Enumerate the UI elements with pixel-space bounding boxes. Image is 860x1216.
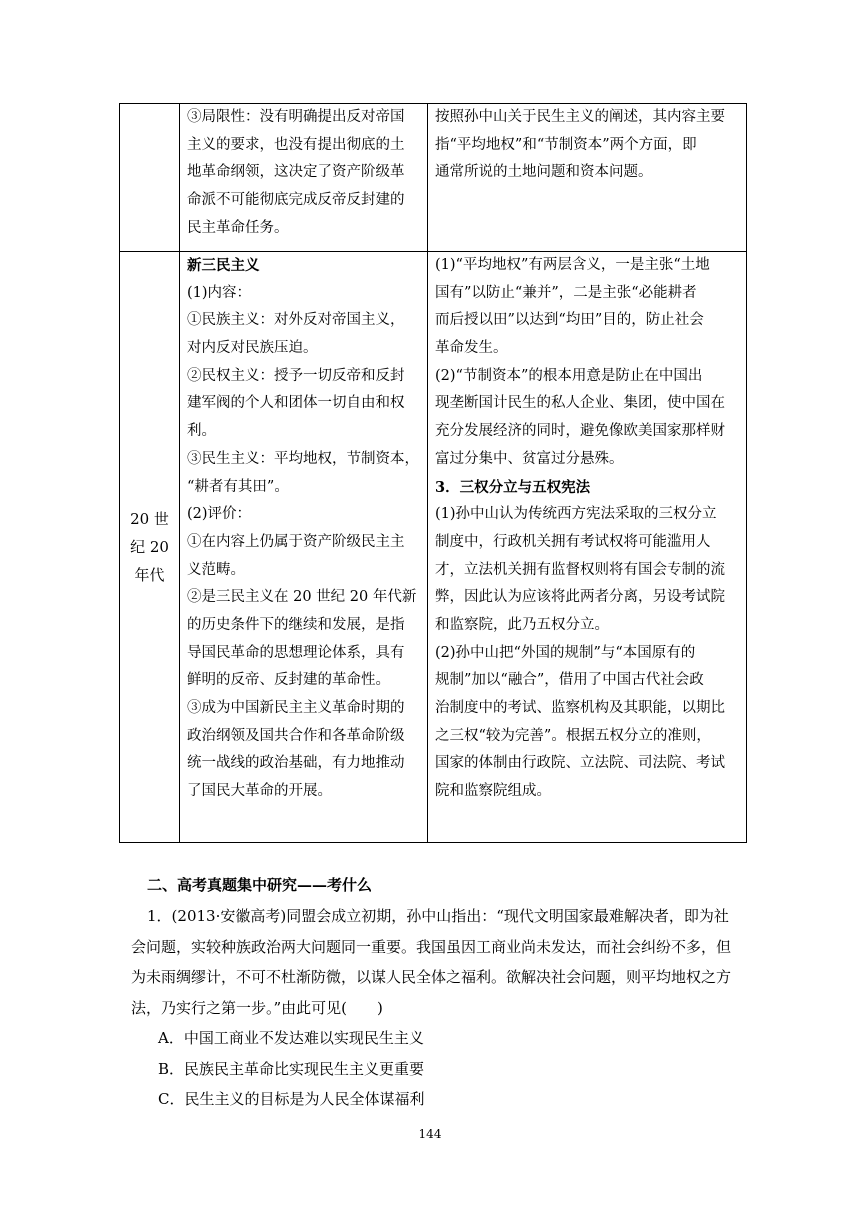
cell-line: 地革命纲领，这决定了资产阶级革	[187, 164, 405, 181]
content-table	[119, 103, 747, 843]
question-line: 会问题，实较种族政治两大问题同一重要。我国虽因工商业尚未发达，而社会纠纷不多，但	[131, 937, 732, 956]
cell-line: ③民生主义：平均地权，节制资本，	[187, 450, 419, 467]
question-line: 1．(2013·安徽高考)同盟会成立初期，孙中山指出：“现代文明国家最难解决者，即为社	[147, 907, 729, 925]
option-a: A．中国工商业不发达难以实现民生主义	[158, 1029, 424, 1047]
cell-line: 通常所说的土地问题和资本问题。	[435, 164, 653, 181]
cell-line: ②是三民主义在 20 世纪 20 年代新	[187, 589, 417, 606]
cell-line: (1)“平均地权”有两层含义，一是主张“土地	[435, 257, 710, 273]
cell-line: “耕者有其田”。	[187, 478, 289, 495]
cell-line: 统一战线的政治基础，有力地推动	[187, 755, 405, 772]
cell-line: (1)孙中山认为传统西方宪法采取的三权分立	[435, 506, 717, 523]
cell-line: ②民权主义：授予一切反帝和反封	[187, 367, 405, 384]
cell-line: 革命发生。	[435, 340, 508, 357]
cell-line: 利。	[187, 423, 216, 440]
right-cell-text	[428, 104, 746, 187]
right-cell	[428, 104, 747, 252]
cell-line: 了国民大革命的开展。	[187, 783, 332, 800]
cell-line: 导国民革命的思想理论体系，具有	[187, 644, 405, 661]
question-line: 为未雨绸缪计，不可不杜渐防微，以谋人民全体之福利。欲解决社会问题，则平均地权之方	[131, 968, 732, 986]
cell-line: 按照孙中山关于民生主义的阐述，其内容主要	[435, 109, 725, 125]
cell-line: 民主革命任务。	[187, 219, 289, 236]
cell-line: 和监察院，此乃五权分立。	[435, 616, 609, 633]
cell-line: ①在内容上仍属于资产阶级民主主	[187, 533, 405, 550]
cell-line: 的历史条件下的继续和发展，是指	[187, 616, 405, 633]
section-heading-text: 二、高考真题集中研究——考什么	[147, 876, 373, 894]
cell-line: (1)内容：	[187, 284, 252, 301]
cell-line: 规制”加以“融合”，借用了中国古代社会政	[435, 672, 704, 689]
middle-cell-text	[180, 252, 427, 806]
cell-line: 之三权“较为完善”。根据五权分立的准则，	[435, 727, 711, 744]
right-cell-text	[428, 252, 746, 806]
cell-line: (2)孙中山把“外国的规制”与“本国原有的	[435, 644, 696, 661]
era-label	[120, 505, 179, 589]
cell-line: ①民族主义：对外反对帝国主义，	[187, 312, 405, 329]
page-number: 144	[418, 1127, 442, 1141]
middle-cell-text	[180, 104, 427, 242]
cell-line: 3．三权分立与五权宪法	[435, 478, 591, 496]
cell-line: ③成为中国新民主主义革命时期的	[187, 700, 405, 716]
era-line: 20 世	[130, 510, 169, 528]
cell-line: 政治纲领及国共合作和各革命阶级	[187, 727, 405, 744]
era-cell	[120, 252, 180, 843]
cell-line: (2)“节制资本”的根本用意是防止在中国出	[435, 367, 703, 384]
cell-line: 国有”以防止“兼并”，二是主张“必能耕者	[435, 284, 697, 301]
cell-line: 鲜明的反帝、反封建的革命性。	[187, 672, 390, 689]
cell-line: 义范畴。	[187, 561, 245, 578]
cell-line: 建军阀的个人和团体一切自由和权	[187, 395, 405, 412]
section-heading	[131, 870, 743, 901]
table-row	[120, 252, 747, 843]
question-block	[131, 901, 743, 1115]
option-c: C．民生主义的目标是为人民全体谋福利	[158, 1090, 425, 1108]
era-line: 纪 20	[130, 538, 169, 556]
cell-line: 才，立法机关拥有监督权则将有国会专制的流	[435, 561, 725, 578]
middle-cell	[180, 252, 428, 843]
era-line: 年代	[134, 566, 165, 584]
cell-line: 对内反对民族压迫。	[187, 340, 318, 357]
cell-line: 富过分集中、贫富过分悬殊。	[435, 450, 624, 467]
cell-line: 充分发展经济的同时，避免像欧美国家那样财	[435, 423, 725, 440]
option-b: B．民族民主革命比实现民生主义更重要	[158, 1059, 425, 1078]
cell-line: 命派不可能彻底完成反帝反封建的	[187, 192, 405, 209]
cell-line: 新三民主义	[187, 257, 260, 274]
question-line: 法，乃实行之第一步。”由此可见( )	[131, 998, 383, 1017]
cell-line: 现垄断国计民生的私人企业、集团，使中国在	[435, 395, 725, 412]
cell-line: 而后授以田”以达到“均田”目的，防止社会	[435, 312, 704, 329]
cell-line: ③局限性：没有明确提出反对帝国	[187, 109, 405, 125]
cell-line: 主义的要求，也没有提出彻底的土	[187, 136, 405, 153]
cell-line: 制度中，行政机关拥有考试权将可能滥用人	[435, 533, 711, 550]
cell-line: 国家的体制由行政院、立法院、司法院、考试	[435, 755, 725, 772]
cell-line: 指“平均地权”和“节制资本”两个方面，即	[435, 136, 697, 153]
table-row	[120, 104, 747, 252]
middle-cell	[180, 104, 428, 252]
era-cell-empty	[120, 104, 180, 252]
cell-line: 弊，因此认为应该将此两者分离，另设考试院	[435, 589, 725, 606]
right-cell	[428, 252, 747, 843]
cell-line: 治制度中的考试、监察机构及其职能，以期比	[435, 700, 725, 716]
cell-line: (2)评价：	[187, 506, 252, 523]
cell-line: 院和监察院组成。	[435, 783, 551, 800]
